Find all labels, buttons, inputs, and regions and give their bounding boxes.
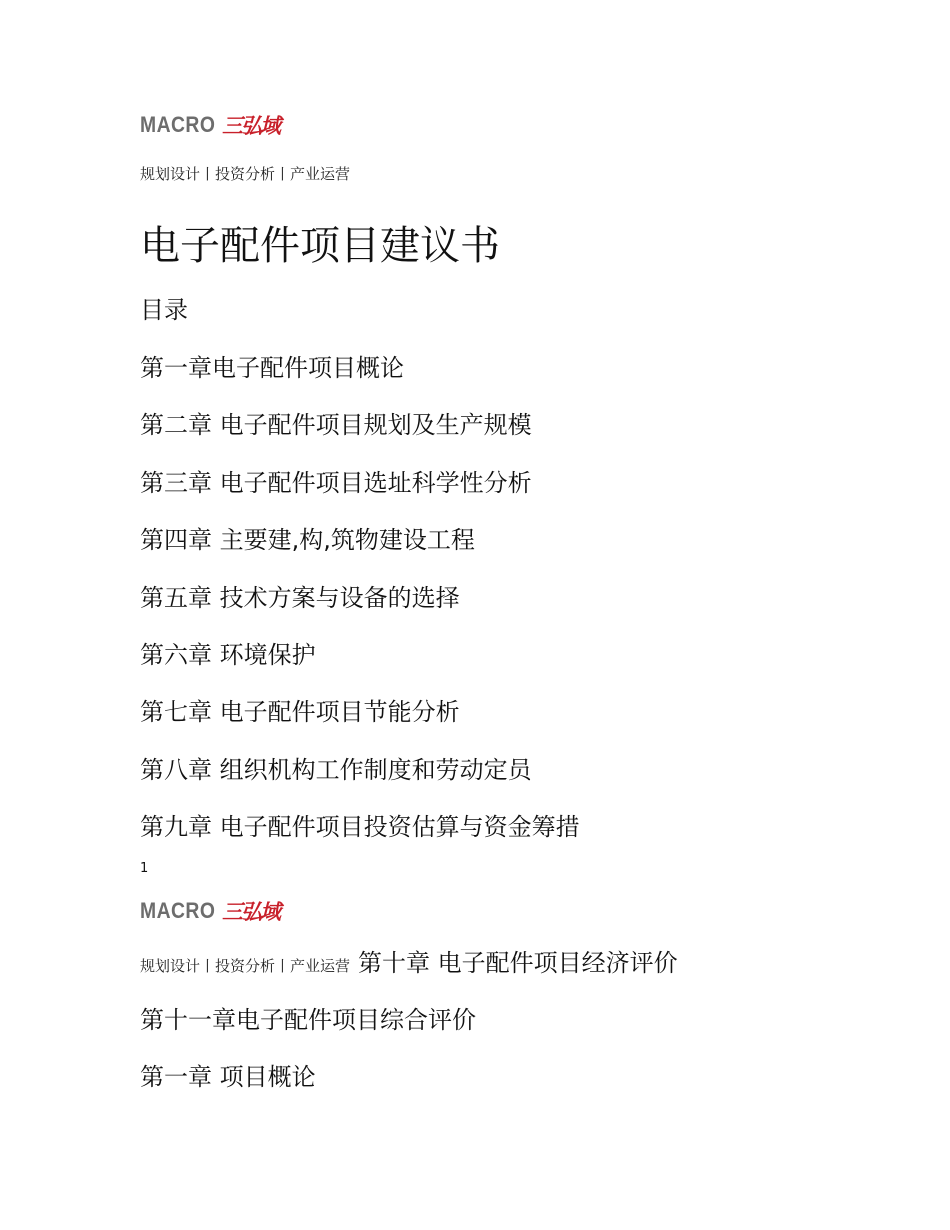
toc-item: 第二章 电子配件项目规划及生产规模 bbox=[140, 411, 532, 439]
header-tagline: 规划设计丨投资分析丨产业运营 bbox=[140, 957, 351, 975]
toc-item: 第四章 主要建,构,筑物建设工程 bbox=[140, 526, 475, 554]
toc-item: 第六章 环境保护 bbox=[140, 641, 316, 669]
toc-item: 第一章电子配件项目概论 bbox=[140, 354, 404, 382]
toc-item: 第八章 组织机构工作制度和劳动定员 bbox=[140, 756, 532, 784]
page-number: 1 bbox=[140, 861, 149, 876]
toc-item: 第五章 技术方案与设备的选择 bbox=[140, 584, 460, 612]
toc-item: 第十章 电子配件项目经济评价 bbox=[358, 949, 678, 977]
toc-item: 第七章 电子配件项目节能分析 bbox=[140, 698, 460, 726]
document-title: 电子配件项目建议书 bbox=[140, 223, 500, 269]
toc-item: 第三章 电子配件项目选址科学性分析 bbox=[140, 469, 532, 497]
logo-latin-text: MACRO bbox=[140, 112, 216, 137]
header-line-with-chapter bbox=[140, 943, 678, 978]
logo-chinese-text: 三弘域 bbox=[222, 900, 279, 924]
toc-item: 第九章 电子配件项目投资估算与资金筹措 bbox=[140, 813, 580, 841]
header-tagline: 规划设计丨投资分析丨产业运营 bbox=[140, 165, 351, 183]
chapter-heading: 第一章 项目概论 bbox=[140, 1063, 316, 1091]
company-logo bbox=[140, 110, 279, 140]
company-logo bbox=[140, 896, 279, 926]
toc-item: 第十一章电子配件项目综合评价 bbox=[140, 1006, 476, 1034]
logo-chinese-text: 三弘域 bbox=[222, 114, 279, 138]
logo-latin-text: MACRO bbox=[140, 898, 216, 923]
toc-heading: 目录 bbox=[140, 296, 188, 324]
